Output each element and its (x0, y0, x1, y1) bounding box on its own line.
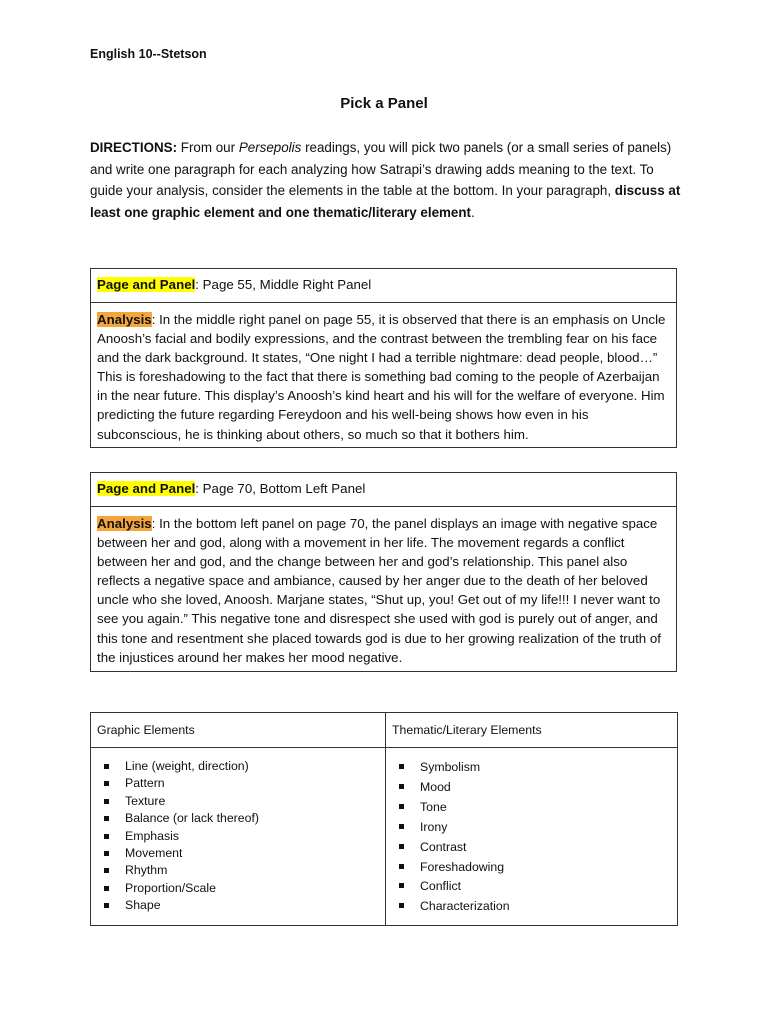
list-item: Line (weight, direction) (101, 758, 385, 775)
list-item: Symbolism (396, 758, 677, 778)
table-header-row (91, 713, 678, 748)
list-item: Foreshadowing (396, 858, 677, 878)
analysis-label: Analysis (97, 516, 152, 531)
list-item: Tone (396, 798, 677, 818)
list-item: Emphasis (101, 828, 385, 845)
panel-analysis-box-1 (90, 268, 677, 448)
graphic-elements-header: Graphic Elements (97, 723, 195, 737)
elements-table (90, 712, 678, 926)
list-item: Irony (396, 818, 677, 838)
page-panel-label: Page and Panel (97, 481, 196, 496)
list-item: Conflict (396, 877, 677, 897)
list-item: Texture (101, 793, 385, 810)
analysis-text: : In the bottom left panel on page 70, the panel displays an image with negative space between her and god, along with a movement in her life. The movement regards a conflict between her and god, and the change between her and god’s relationship. This panel also reflects a negative space and ambiance, caused by her anger due to the death of her beloved uncle who she loved, Anoosh. Marjane states, “Shut up, you! Get out of my life!!! I never want to see you again.” This negative tone and disrespect she used with god is purely out of anger, and this tone and resentment she placed towards god is due to her growing realization of the truth of the injustices around her makes her mood negative. (97, 516, 661, 665)
analysis-text: : In the middle right panel on page 55, it is observed that there is an emphasis on Uncle Anoosh’s facial and bodily expressions, and the contrast between the trembling fear on his face and the dark background. It states, “One night I had a terrible nightmare: dead people, blood…” This is foreshadowing to the fact that there is something bad coming to the people of Azerbaijan in the near future. This display’s Anoosh’s kind heart and his will for the welfare of everyone. Him predicting the future regarding Fereydoon and his well-being shows how even in his subconscious, he is thinking about others, so much so that it bothers him. (97, 312, 666, 442)
table-body-row (91, 748, 678, 926)
directions-bold-end: discuss at least one graphic element and one thematic/literary element (90, 183, 681, 220)
list-item: Contrast (396, 838, 677, 858)
thematic-elements-header: Thematic/Literary Elements (392, 723, 542, 737)
graphic-elements-list (91, 748, 385, 923)
directions-text-1: From our (177, 140, 239, 155)
list-item: Shape (101, 897, 385, 914)
page-panel-label: Page and Panel (97, 277, 196, 292)
list-item: Mood (396, 778, 677, 798)
list-item: Balance (or lack thereof) (101, 810, 385, 827)
directions-text-2: readings, you will pick two panels (or a small series of panels) and write one paragraph for each analyzing how Satrapi’s drawing adds meaning to the text. To guide your analysis, consider the elements in the table at the bottom. In your paragraph, (90, 140, 672, 198)
page-title: Pick a Panel (340, 95, 428, 112)
analysis-row (91, 507, 676, 673)
thematic-elements-header-cell (386, 713, 678, 748)
analysis-label: Analysis (97, 312, 152, 327)
course-header: English 10--Stetson (90, 47, 207, 61)
list-item: Movement (101, 845, 385, 862)
book-title: Persepolis (238, 140, 302, 155)
directions-paragraph (90, 137, 690, 223)
page-panel-value: : Page 55, Middle Right Panel (195, 277, 372, 292)
page-panel-row (91, 269, 676, 303)
page-panel-row (91, 473, 676, 507)
panel-analysis-box-2 (90, 472, 677, 672)
graphic-elements-header-cell (91, 713, 386, 748)
directions-label: DIRECTIONS: (90, 140, 178, 155)
list-item: Proportion/Scale (101, 880, 385, 897)
directions-period: . (471, 204, 475, 220)
list-item: Rhythm (101, 862, 385, 879)
list-item: Characterization (396, 897, 677, 917)
graphic-elements-cell (91, 748, 386, 926)
page-panel-value: : Page 70, Bottom Left Panel (195, 481, 366, 496)
thematic-elements-list (386, 748, 677, 925)
list-item: Pattern (101, 775, 385, 792)
analysis-row (91, 303, 676, 450)
thematic-elements-cell (386, 748, 678, 926)
